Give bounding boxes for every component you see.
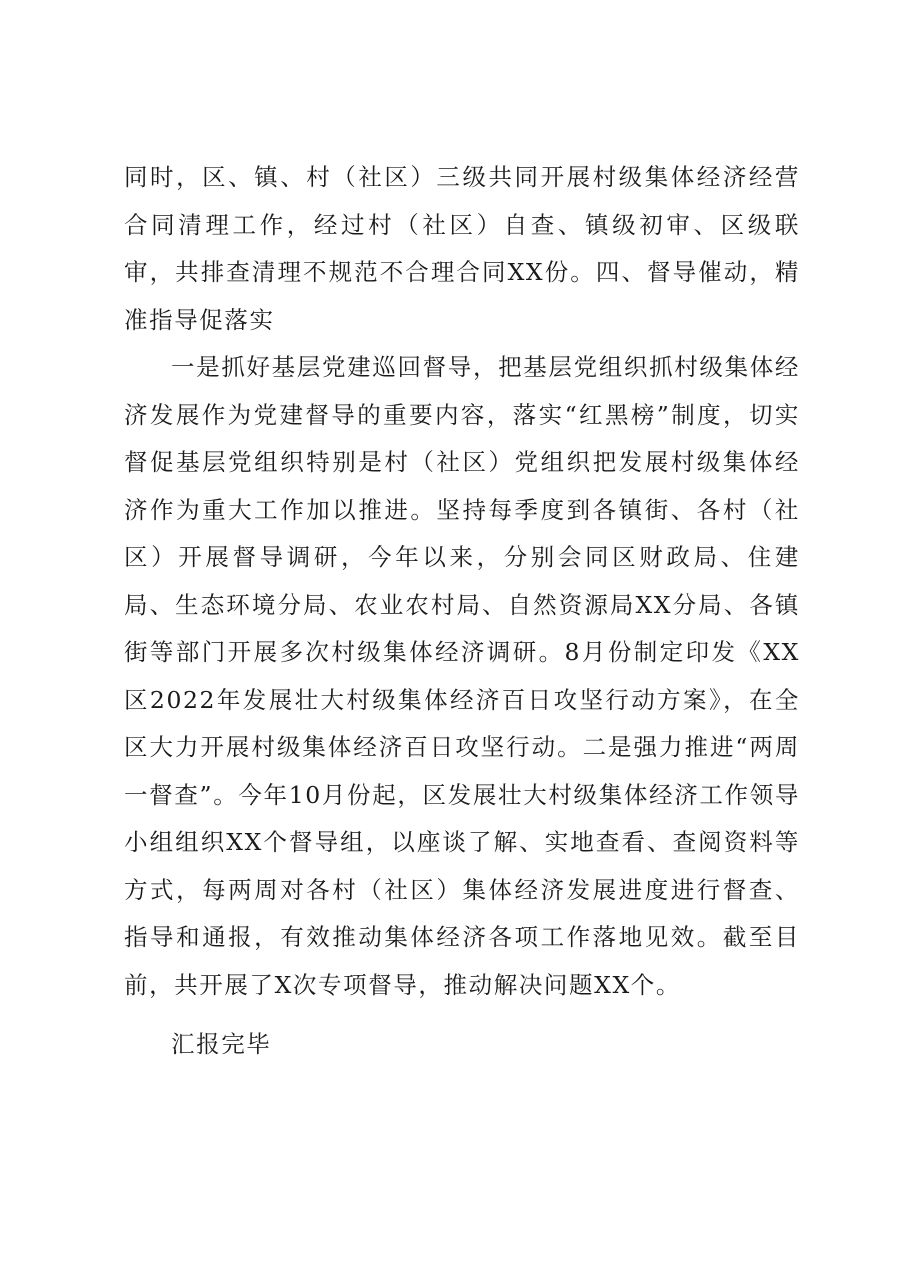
paragraph-contract-cleanup: 同时，区、镇、村（社区）三级共同开展村级集体经济经营合同清理工作，经过村（社区）自查、镇级初审、区级联审，共排查清理不规范不合理合同XX份。四、督导催动，精准指导促落实 [124,163,800,334]
document-body [124,154,800,1069]
paragraph-supervision: 一是抓好基层党建巡回督导，把基层党组织抓村级集体经济发展作为党建督导的重要内容，落实“红黑榜”制度，切实督促基层党组织特别是村（社区）党组织把发展村级集体经济作为重大工作加以推进。坚持每季度到各镇街、各村（社区）开展督导调研，今年以来，分别会同区财政局、住建局、生态环境分局、农业农村局、自然资源局XX分局、各镇街等部门开展多次村级集体经济调研。8月份制定印发《XX区2022年发展壮大村级集体经济百日攻坚行动方案》，在全区大力开展村级集体经济百日攻坚行动。二是强力推进“两周一督查”。今年10月份起，区发展壮大村级集体经济工作领导小组组织XX个督导组，以座谈了解、实地查看、查阅资料等方式，每两周对各村（社区）集体经济发展进度进行督查、指导和通报，有效推动集体经济各项工作落地见效。截至目前，共开展了X次专项督导，推动解决问题XX个。 [124,353,800,999]
paragraph-closing: 汇报完毕 [171,1030,272,1058]
